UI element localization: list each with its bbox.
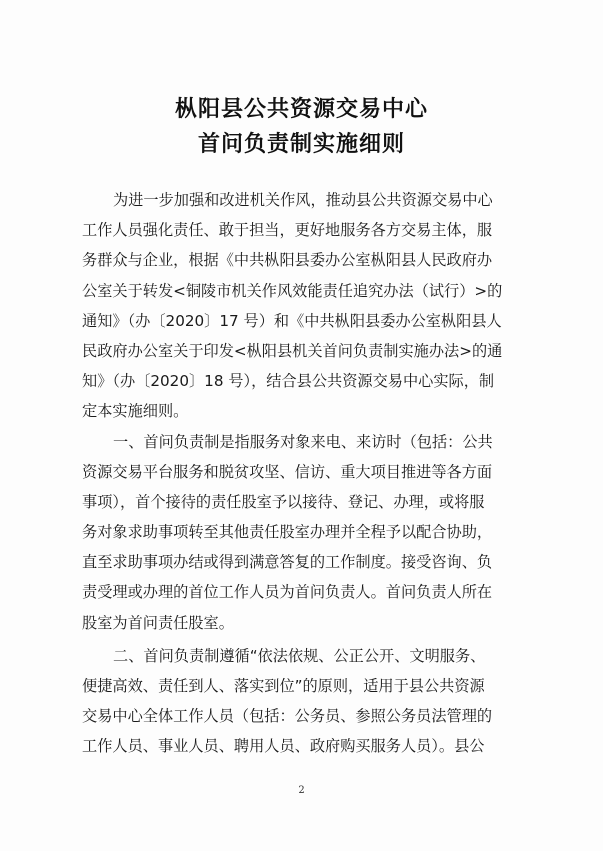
body-line: 交易中心全体工作人员（包括：公务员、参照公务员法管理的 xyxy=(82,707,493,726)
body-line: 通知》（办〔2020〕17 号）和《中共枞阳县委办公室枞阳县人 xyxy=(82,311,502,330)
body-line: 一、首问负责制是指服务对象来电、来访时（包括：公共 xyxy=(113,432,493,451)
body-line: 为进一步加强和改进机关作风，推动县公共资源交易中心 xyxy=(113,191,493,209)
body-line: 工作人员强化责任、敢于担当，更好地服务各方交易主体，服 xyxy=(82,221,493,240)
body-line: 工作人员、事业人员、聘用人员、政府购买服务人员）。县公 xyxy=(82,737,485,756)
body-line: 资源交易平台服务和脱贫攻坚、信访、重大项目推进等各方面 xyxy=(82,462,493,481)
body-line: 事项），首个接待的责任股室予以接待、登记、办理，或将服 xyxy=(82,492,485,511)
body-line: 务群众与企业，根据《中共枞阳县委办公室枞阳县人民政府办 xyxy=(82,251,493,270)
document-body xyxy=(82,185,528,762)
document-title-line-1: 枞阳县公共资源交易中心 xyxy=(174,96,428,122)
body-line: 公室关于转发<铜陵市机关作风效能责任追究办法（试行）>的 xyxy=(82,281,503,300)
page-number: 2 xyxy=(298,785,305,796)
body-line: 责受理或办理的首位工作人员为首问负责人。首问负责人所在 xyxy=(82,583,493,602)
body-line: 民政府办公室关于印发<枞阳县机关首问负责制实施办法>的通 xyxy=(82,341,503,360)
body-line: 务对象求助事项转至其他责任股室办理并全程予以配合协助， xyxy=(82,523,493,542)
body-line: 股室为首问责任股室。 xyxy=(82,613,234,632)
body-line: 二、首问负责制遵循“依法依规、公正公开、文明服务、 xyxy=(113,646,486,665)
document-title-line-2: 首问负责制实施细则 xyxy=(197,131,405,157)
body-line: 知》（办〔2020〕18 号），结合县公共资源交易中心实际，制 xyxy=(82,372,495,391)
body-line: 直至求助事项办结或得到满意答复的工作制度。接受咨询、负 xyxy=(82,553,493,572)
body-line: 便捷高效、责任到人、落实到位”的原则，适用于县公共资源 xyxy=(82,677,485,695)
body-line: 定本实施细则。 xyxy=(82,402,189,421)
